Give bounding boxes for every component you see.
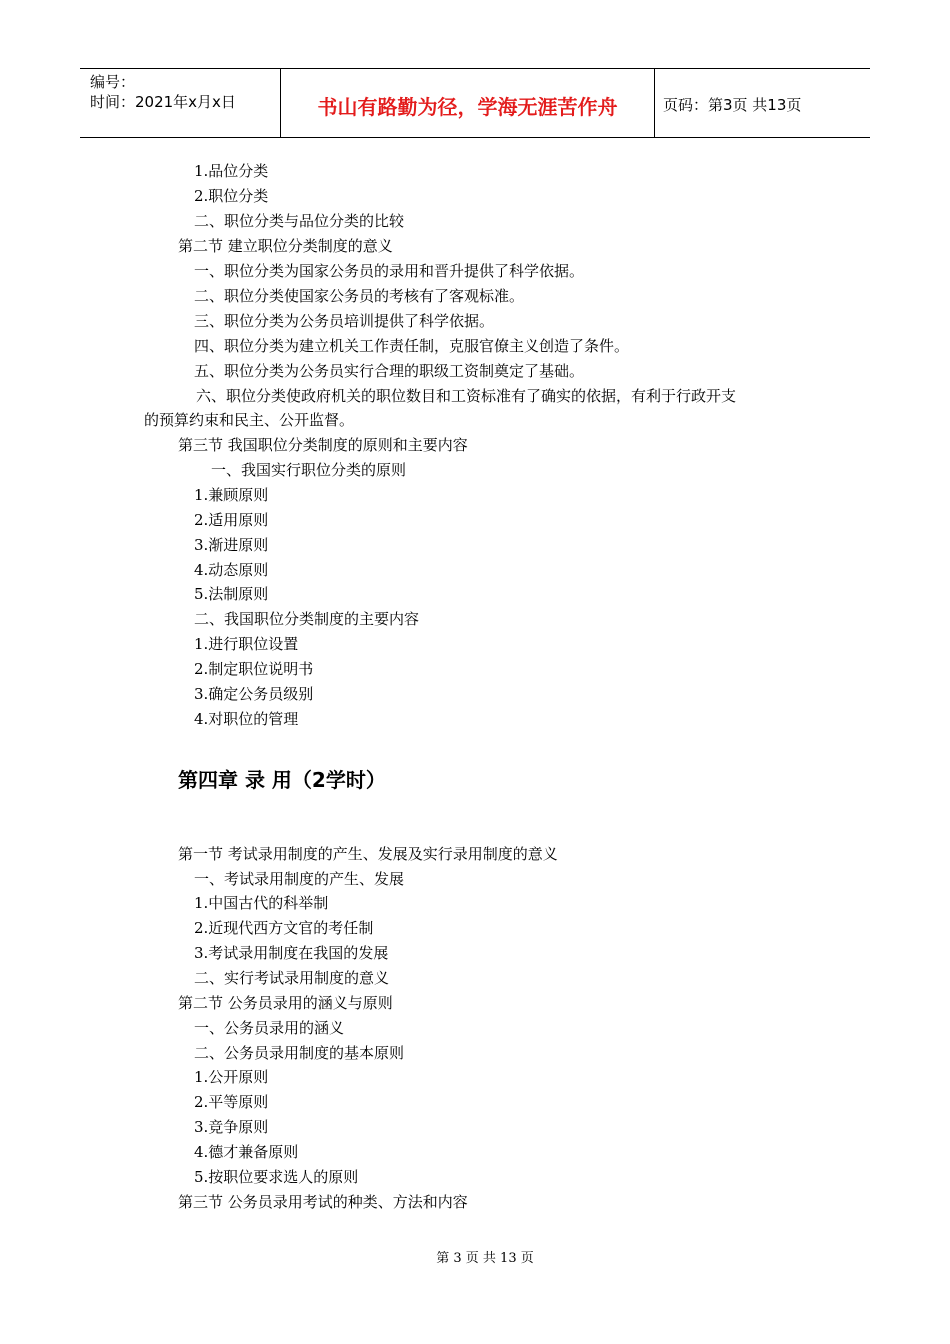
header-page-cell [655,69,870,137]
outline-line: 5.按职位要求选人的原则 [194,1168,359,1186]
outline-line: 3.确定公务员级别 [194,685,314,703]
section-heading: 第一节 考试录用制度的产生、发展及实行录用制度的意义 [178,845,558,863]
outline-line: 2.平等原则 [194,1093,269,1111]
outline-line: 1.兼顾原则 [194,486,269,504]
outline-line: 4.动态原则 [194,561,269,579]
document-date: 时间：2021年x月x日 [90,93,236,111]
chapter-title: 第四章 录 用（2学时） [178,768,386,792]
outline-line: 2.近现代西方文官的考任制 [194,919,374,937]
outline-line: 1.品位分类 [194,162,269,180]
outline-line: 2.职位分类 [194,187,269,205]
header-motto-cell [281,69,655,137]
section-heading: 第三节 我国职位分类制度的原则和主要内容 [178,436,468,454]
outline-line: 5.法制原则 [194,585,269,603]
outline-line: 的预算约束和民主、公开监督。 [144,411,355,429]
motto: 书山有路勤为径，学海无涯苦作舟 [317,95,618,119]
outline-line: 三、职位分类为公务员培训提供了科学依据。 [194,312,495,330]
outline-line: 3.竞争原则 [194,1118,269,1136]
outline-line: 五、职位分类为公务员实行合理的职级工资制奠定了基础。 [194,362,585,380]
document-number: 编号： [90,73,136,91]
page-code: 页码：第3页 共13页 [663,96,802,114]
outline-line: 六、职位分类使政府机关的职位数目和工资标准有了确实的依据，有利于行政开支 [196,387,737,405]
outline-line: 3.考试录用制度在我国的发展 [194,944,389,962]
outline-line: 3.渐进原则 [194,536,269,554]
outline-line: 1.进行职位设置 [194,635,299,653]
outline-line: 4.德才兼备原则 [194,1143,299,1161]
outline-line: 2.制定职位说明书 [194,660,314,678]
outline-line: 一、考试录用制度的产生、发展 [194,870,405,888]
outline-line: 1.中国古代的科举制 [194,894,329,912]
outline-line: 二、我国职位分类制度的主要内容 [194,610,420,628]
outline-line: 四、职位分类为建立机关工作责任制，克服官僚主义创造了条件。 [194,337,630,355]
outline-line: 1.公开原则 [194,1068,269,1086]
outline-line: 一、职位分类为国家公务员的录用和晋升提供了科学依据。 [194,262,585,280]
outline-line: 2.适用原则 [194,511,269,529]
outline-line: 二、公务员录用制度的基本原则 [194,1044,405,1062]
outline-line: 二、职位分类与品位分类的比较 [194,212,405,230]
section-heading: 第二节 建立职位分类制度的意义 [178,237,393,255]
page-footer: 第 3 页 共 13 页 [436,1251,534,1266]
header-info-cell [80,69,281,137]
outline-line: 4.对职位的管理 [194,710,299,728]
outline-line: 一、我国实行职位分类的原则 [211,461,407,479]
section-heading: 第三节 公务员录用考试的种类、方法和内容 [178,1193,468,1211]
outline-line: 二、职位分类使国家公务员的考核有了客观标准。 [194,287,525,305]
page-header [80,68,870,138]
outline-line: 二、实行考试录用制度的意义 [194,969,390,987]
outline-line: 一、公务员录用的涵义 [194,1019,345,1037]
section-heading: 第二节 公务员录用的涵义与原则 [178,994,393,1012]
